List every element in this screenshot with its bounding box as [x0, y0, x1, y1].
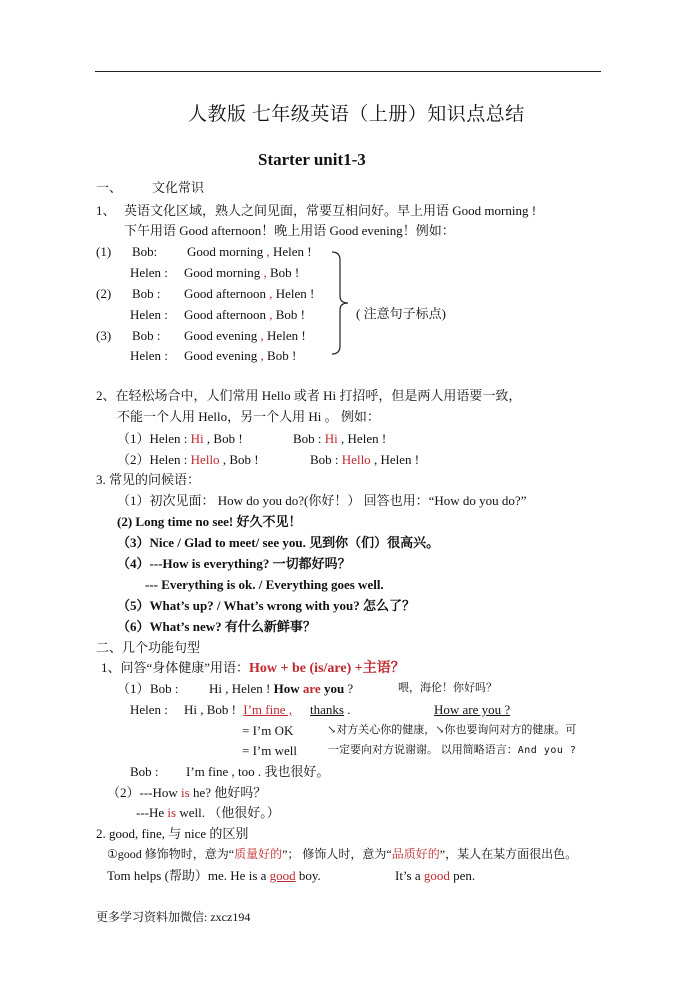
dialog-3-line-1: Good evening , Helen ! — [184, 328, 306, 343]
helen-speaker: Helen : — [130, 702, 168, 717]
how-are-you-reply: How are you ? — [434, 702, 511, 717]
hello-example-2-reply: Bob : Hello , Helen ! — [310, 452, 420, 467]
dialog-1-speaker-1: Bob: — [132, 244, 158, 259]
good-definition: ①good 修饰物时，意为“质量好的”； 修饰人时，意为“品质好的”，某人在某方面很出色。 — [107, 847, 578, 861]
greeting-1: （1）初次见面： How do you do?(你好！） 回答也用：“How do you do?” — [117, 493, 527, 508]
health-example-1-translation: 喂，海伦！你好吗？ — [398, 682, 497, 694]
page-subtitle: Starter unit1-3 — [258, 150, 366, 169]
good-fine-nice-heading: 2. good, fine, 与 nice 的区别 — [96, 826, 249, 841]
dialog-1-number: (1) — [96, 244, 112, 259]
equals-well: = I’m well — [242, 743, 297, 758]
footer-note: 更多学习资料加微信: zxcz194 — [96, 910, 251, 924]
greeting-2: (2) Long time no see! 好久不见！ — [117, 514, 302, 529]
dialog-2-speaker-1: Bob : — [132, 286, 161, 301]
health-example-2-answer: ---He is well. （他很好。） — [136, 805, 280, 820]
dialog-3-line-2: Good evening , Bob ! — [184, 348, 297, 363]
bob-speaker-2: Bob : — [130, 764, 159, 779]
dialog-1-line-2: Good morning , Bob ! — [184, 265, 300, 280]
health-example-2: （2）---How is he? 他好吗？ — [107, 785, 267, 800]
dialog-2-line-1: Good afternoon , Helen ! — [184, 286, 315, 301]
dialog-2-number: (2) — [96, 286, 112, 301]
para-1-line-2: 下午用语 Good afternoon！晚上用语 Good evening！例如： — [124, 223, 455, 238]
health-question-lead: 1、问答“身体健康”用语：How + be (is/are) +主语？ — [101, 660, 405, 676]
good-example-1: Tom helps (帮助）me. He is a good boy. — [107, 868, 321, 883]
dialog-1-line-1: Good morning , Helen ! — [187, 244, 312, 259]
greeting-5: （5）What’s up? / What’s wrong with you? 怎么了？ — [117, 598, 415, 613]
greeting-3: （3）Nice / Glad to meet/ see you. 见到你（们）很高兴。 — [117, 535, 440, 550]
greeting-4: （4）---How is everything? 一切都好吗？ — [117, 556, 351, 571]
bob-line-2: I’m fine , too . 我也很好。 — [186, 764, 330, 779]
para-2-line-1: 2、在轻松场合中，人们常用 Hello 或者 Hi 打招呼，但是两人用语要一致， — [96, 388, 522, 403]
section-2-heading: 二、几个功能句型 — [96, 640, 201, 655]
right-brace-icon — [330, 250, 354, 356]
para-1-number: 1、 — [96, 203, 116, 218]
health-example-1-line: Hi , Helen ! How are you ? — [209, 681, 354, 696]
para-1-line-1: 英语文化区域，熟人之间见面，常要互相问好。早上用语 Good morning ! — [124, 203, 537, 218]
health-example-1-speaker: Bob : — [150, 681, 179, 696]
note-line-2: 一定要向对方说谢谢。 以用简略语言：And you ? — [328, 744, 577, 756]
dialog-2-line-2: Good afternoon , Bob ! — [184, 307, 305, 322]
good-example-2: It’s a good pen. — [395, 868, 476, 883]
para-3-heading: 3. 常见的问候语： — [96, 472, 201, 487]
dialog-2-speaker-2: Helen : — [130, 307, 168, 322]
greeting-4-answer: --- Everything is ok. / Everything goes well. — [145, 577, 384, 592]
dialog-1-speaker-2: Helen : — [130, 265, 168, 280]
page-title: 人教版 七年级英语（上册）知识点总结 — [188, 104, 525, 125]
health-example-1-number: （1） — [117, 681, 150, 696]
hi-example-1-reply: Bob : Hi , Helen ! — [293, 431, 387, 446]
section-1-number: 一、 — [96, 180, 123, 195]
note-line-1: ↘对方关心你的健康，↘你也要询问对方的健康。可 — [327, 724, 577, 736]
dialog-3-speaker-1: Bob : — [132, 328, 161, 343]
hello-example-2: （2）Helen : Hello , Bob ! — [117, 452, 259, 467]
dialog-3-number: (3) — [96, 328, 112, 343]
greeting-6: （6）What’s new? 有什么新鲜事？ — [117, 619, 316, 634]
dialog-3-speaker-2: Helen : — [130, 348, 168, 363]
header-rule — [95, 71, 601, 72]
section-1-heading: 文化常识 — [152, 180, 205, 195]
hi-example-1: （1）Helen : Hi , Bob ! — [117, 431, 243, 446]
equals-ok: = I’m OK — [242, 723, 294, 738]
brace-note: ( 注意句子标点) — [356, 306, 446, 321]
para-2-line-2: 不能一个人用 Hello，另一个人用 Hi 。 例如： — [117, 409, 380, 424]
helen-line: Hi , Bob ! I’m fine , thanks . — [184, 702, 351, 717]
